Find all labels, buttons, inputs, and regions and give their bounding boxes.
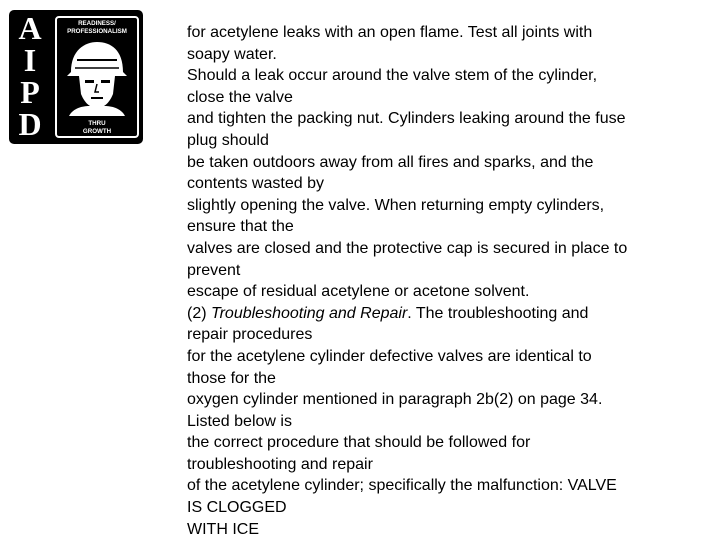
text-line: valves are closed and the protective cap is secured in place to bbox=[187, 239, 628, 257]
logo-letter-i: I bbox=[23, 42, 37, 78]
logo-motto-top bbox=[56, 20, 138, 35]
paragraph-2-heading-line bbox=[187, 303, 697, 325]
text-line: close the valve bbox=[187, 88, 293, 106]
logo-letter-a: A bbox=[18, 10, 42, 46]
text-line: WITH ICE bbox=[187, 520, 259, 538]
paragraph-heading-rest: . The troubleshooting and bbox=[407, 304, 589, 322]
logo-letter-p: P bbox=[20, 74, 40, 110]
text-line: ensure that the bbox=[187, 218, 294, 236]
text-line: escape of residual acetylene or acetone solvent. bbox=[187, 283, 530, 301]
text-line: Should a leak occur around the valve stem of the cylinder, bbox=[187, 67, 598, 85]
text-line: IS CLOGGED bbox=[187, 499, 287, 517]
logo-motto-top-line1: READINESS/ bbox=[78, 20, 116, 27]
text-line: slightly opening the valve. When returning empty cylinders, bbox=[187, 196, 605, 214]
text-line: the correct procedure that should be followed for bbox=[187, 434, 531, 452]
text-line: for acetylene leaks with an open flame. Test all joints with bbox=[187, 24, 593, 41]
paragraph-number: (2) bbox=[187, 304, 211, 322]
soldier-helmet-icon bbox=[65, 38, 129, 116]
text-line: contents wasted by bbox=[187, 175, 324, 193]
text-line: oxygen cylinder mentioned in paragraph 2b(2) on page 34. bbox=[187, 391, 603, 409]
logo-letter-d: D bbox=[18, 106, 42, 142]
logo-motto-bottom bbox=[56, 120, 138, 135]
text-line: Listed below is bbox=[187, 412, 292, 430]
document-body bbox=[187, 22, 697, 540]
text-line: soapy water. bbox=[187, 45, 277, 63]
paragraph-title-italic: Troubleshooting and Repair bbox=[211, 304, 408, 322]
logo-motto-top-line2: PROFESSIONALISM bbox=[67, 27, 127, 35]
logo-motto-bottom-line2: GROWTH bbox=[82, 127, 112, 135]
text-line: for the acetylene cylinder defective valves are identical to bbox=[187, 347, 592, 365]
text-line: repair procedures bbox=[187, 326, 313, 344]
aipd-logo bbox=[9, 10, 143, 144]
text-line: be taken outdoors away from all fires and sparks, and the bbox=[187, 153, 594, 171]
text-line: those for the bbox=[187, 369, 276, 387]
text-line: plug should bbox=[187, 131, 269, 149]
logo-motto-bottom-line1: THRU bbox=[88, 120, 106, 127]
text-line: troubleshooting and repair bbox=[187, 455, 373, 473]
text-line: of the acetylene cylinder; specifically the malfunction: VALVE bbox=[187, 477, 617, 495]
text-line: prevent bbox=[187, 261, 241, 279]
text-line: and tighten the packing nut. Cylinders leaking around the fuse bbox=[187, 110, 626, 128]
